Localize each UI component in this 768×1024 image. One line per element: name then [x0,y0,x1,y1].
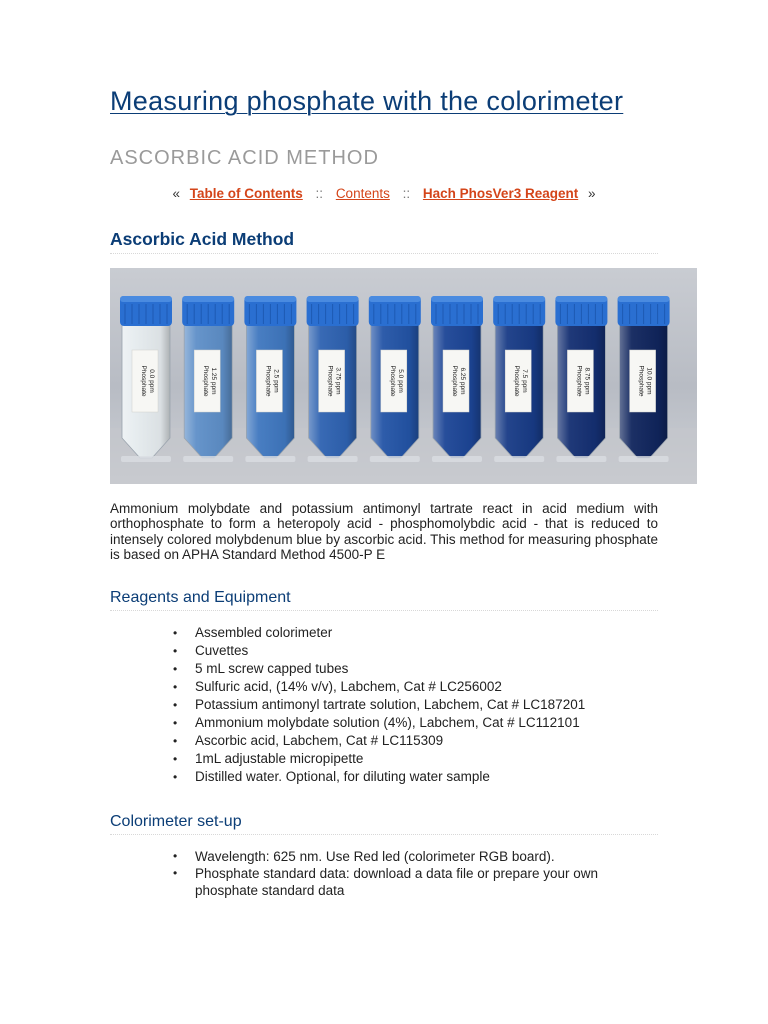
contents-link[interactable]: Contents [335,186,390,201]
nav-open-quote: « [172,186,180,201]
tube-foot [121,456,171,462]
sample-tube [555,296,607,462]
nav-close-quote: » [587,186,596,201]
tube-foot [308,456,358,462]
intro-paragraph: Ammonium molybdate and potassium antimonyl tartrate react in acid medium with orthophosphate to form a heteropoly acid - phosphomolybdic acid - that is reduced to intensely colored molybdenum blue by ascorbic acid. This method for measuring phosphate is based on APHA Standard Method 4500-P E [110,501,658,562]
tube-cap-top [244,296,296,302]
tube-foot [432,456,482,462]
tube-cap-top [493,296,545,302]
phosphate-standards-photo [110,268,697,484]
tube-label-name: Phosphate [575,365,583,397]
tube-label-name: Phosphate [451,365,458,397]
page-title-text[interactable]: Measuring phosphate with the colorimeter [110,86,624,116]
page-title[interactable] [110,86,670,116]
tube-cap-top [307,296,359,302]
list-item: • 5 mL screw capped tubes [195,660,635,678]
list-item: • Cuvettes [195,642,635,660]
tube-foot [619,456,669,462]
section-heading-reagents: Reagents and Equipment [110,589,658,611]
tube-foot [494,456,544,462]
tube-label-concentration: 7.5 ppm [521,369,529,393]
tube-label-concentration: 6.25 ppm [459,367,466,395]
section-heading-ascorbic-acid-method: Ascorbic Acid Method [110,229,658,254]
tube-label-name: Phosphate [637,365,645,397]
breadcrumb-nav [0,186,768,201]
page-subtitle: ASCORBIC ACID METHOD [110,147,379,169]
list-item: • Potassium antimonyl tartrate solution, Labchem, Cat # LC187201 [195,696,635,714]
tube-cap-top [431,296,483,302]
hach-phosver3-link[interactable]: Hach PhosVer3 Reagent [422,186,579,201]
tube-label-name: Phosphate [202,365,210,397]
sample-tube [244,296,296,462]
list-item: • Assembled colorimeter [195,624,635,642]
section-heading-colorimeter-setup: Colorimeter set-up [110,813,658,835]
list-item: • Sulfuric acid, (14% v/v), Labchem, Cat # LC256002 [195,678,635,696]
tube-label-name: Phosphate [513,365,521,397]
tube-label-concentration: 3.75 ppm [334,367,342,395]
sample-tube [182,296,234,462]
tube-cap-top [555,296,607,302]
tube-label-name: Phosphate [140,365,147,397]
sample-tube [120,296,172,462]
list-item: • Distilled water. Optional, for diluting water sample [195,768,635,786]
tube-foot [245,456,295,462]
sample-tube [307,296,359,462]
tube-label-concentration: 10.0 ppm [645,367,653,395]
tube-label-name: Phosphate [326,365,334,397]
list-item: • Ammonium molybdate solution (4%), Labchem, Cat # LC112101 [195,714,635,732]
nav-separator: :: [402,186,411,201]
table-of-contents-link[interactable]: Table of Contents [189,186,303,201]
list-item: • Wavelength: 625 nm. Use Red led (colorimeter RGB board). [195,848,635,865]
tube-label-concentration: 0.0 ppm [148,369,155,393]
tube-cap-top [182,296,234,302]
tube-cap-top [120,296,172,302]
tube-foot [556,456,606,462]
sample-tube [493,296,545,462]
sample-tube [369,296,421,462]
tube-label-concentration: 2.5 ppm [272,369,280,393]
sample-tube [618,296,670,462]
tube-cap-top [618,296,670,302]
tube-foot [183,456,233,462]
reagents-list [195,624,635,786]
nav-separator: :: [315,186,324,201]
tube-label-concentration: 5.0 ppm [396,369,404,393]
tube-label-name: Phosphate [264,365,272,397]
tube-label-concentration: 8.75 ppm [583,367,591,395]
list-item: • Phosphate standard data: download a data file or prepare your own phosphate standard data [195,865,635,899]
tube-cap-top [369,296,421,302]
list-item: • 1mL adjustable micropipette [195,750,635,768]
setup-list [195,848,635,899]
list-item: • Ascorbic acid, Labchem, Cat # LC115309 [195,732,635,750]
tube-label-name: Phosphate [388,365,396,397]
tube-label-concentration: 1.25 ppm [210,367,218,395]
tube-foot [370,456,420,462]
sample-tube [431,296,483,462]
